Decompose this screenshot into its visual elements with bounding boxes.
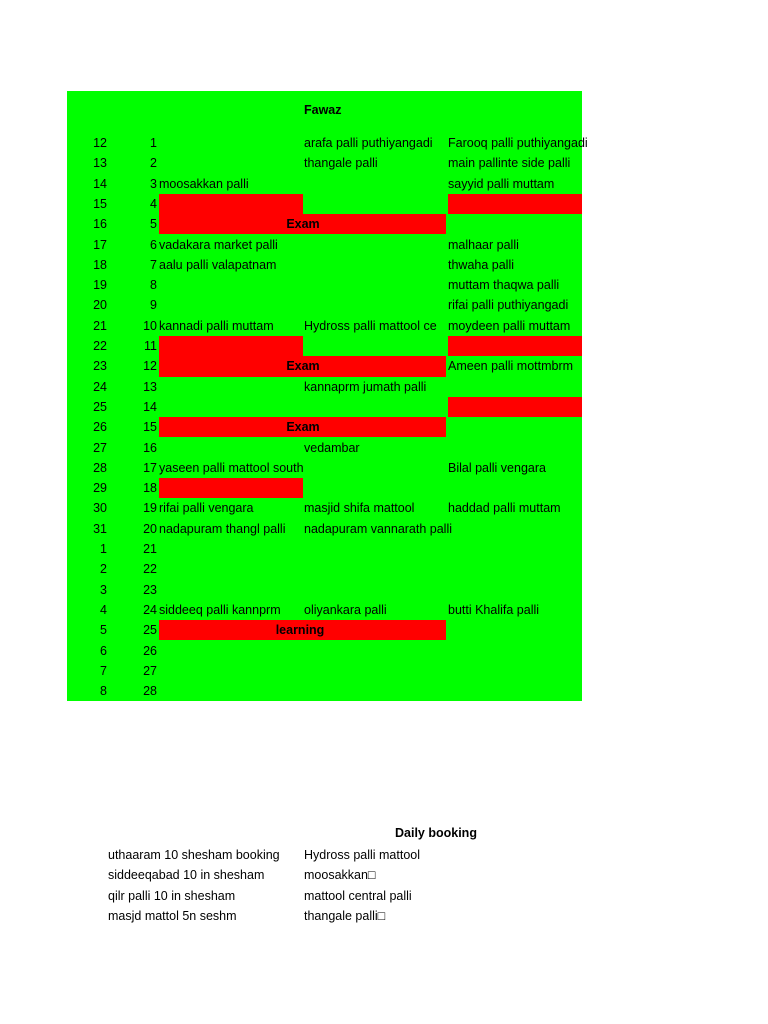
day-cell: 4 [100, 602, 107, 617]
table-row [67, 153, 767, 173]
number-cell: 21 [143, 542, 157, 556]
highlight-block [448, 397, 582, 417]
merged-label: learning [275, 623, 325, 638]
booking-right: thangale palli□ [304, 908, 386, 923]
number-cell: 15 [143, 420, 157, 435]
table-row [67, 377, 767, 397]
place-cell-1: moosakkan palli [159, 176, 249, 191]
table-row [67, 641, 767, 661]
day-cell: 27 [93, 440, 107, 455]
place-cell-3: muttam thaqwa palli [448, 278, 560, 293]
place-cell-1: aalu palli valapatnam [159, 257, 277, 272]
booking-right: mattool central palli [304, 888, 412, 903]
table-row [67, 174, 767, 194]
list-item [108, 865, 728, 885]
place-cell-2: Hydross palli mattool ce [304, 318, 437, 333]
booking-left: masjd mattol 5n seshm [108, 908, 237, 923]
number-cell: 7 [150, 257, 157, 272]
merged-label: Exam [286, 359, 320, 374]
daily-booking-title: Daily booking [395, 826, 477, 840]
place-cell-3: sayyid palli muttam [448, 176, 555, 191]
highlight-block [159, 194, 303, 214]
number-cell: 28 [143, 684, 157, 699]
day-cell: 19 [93, 278, 107, 293]
day-cell: 7 [100, 663, 107, 678]
number-cell: 8 [150, 278, 157, 293]
place-cell-3: rifai palli puthiyangadi [448, 298, 569, 313]
day-cell: 26 [93, 420, 107, 435]
number-cell: 24 [143, 602, 157, 617]
place-cell-3: moydeen palli muttam [448, 318, 571, 333]
table-row [67, 620, 767, 640]
day-cell: 23 [93, 359, 107, 374]
table-row [67, 214, 767, 234]
booking-left: qilr palli 10 in shesham [108, 888, 236, 903]
table-row [67, 194, 767, 214]
number-cell: 17 [143, 460, 157, 475]
highlight-block [448, 194, 582, 214]
day-cell: 17 [93, 237, 107, 252]
number-cell: 4 [150, 196, 157, 211]
number-cell: 20 [143, 521, 157, 536]
list-item [108, 906, 728, 926]
number-cell: 19 [143, 501, 157, 516]
number-cell: 26 [143, 643, 157, 658]
place-cell-1: rifai palli vengara [159, 501, 254, 516]
table-row [67, 275, 767, 295]
number-cell: 25 [143, 623, 157, 638]
place-cell-2: arafa palli puthiyangadi [304, 136, 433, 150]
day-cell: 21 [93, 318, 107, 333]
place-cell-3: Farooq palli puthiyangadi [448, 136, 588, 150]
highlight-block [159, 478, 303, 498]
day-cell: 5 [100, 623, 107, 638]
number-cell: 23 [143, 582, 157, 597]
place-cell-3: main pallinte side palli [448, 156, 571, 171]
place-cell-3: haddad palli muttam [448, 501, 561, 516]
table-row [67, 559, 767, 579]
merged-label: Exam [286, 420, 320, 435]
day-cell: 14 [93, 176, 107, 191]
day-cell: 1 [100, 542, 107, 556]
place-cell-2: oliyankara palli [304, 602, 387, 617]
place-cell-1: nadapuram thangl palli [159, 521, 286, 536]
highlight-block [448, 336, 582, 356]
number-cell: 13 [143, 379, 157, 394]
number-cell: 11 [144, 339, 157, 353]
booking-left: siddeeqabad 10 in shesham [108, 868, 265, 883]
table-row [67, 438, 767, 458]
table-row [67, 478, 767, 498]
table-row [67, 295, 767, 315]
day-cell: 22 [93, 339, 107, 353]
day-cell: 12 [93, 136, 107, 150]
day-cell: 13 [93, 156, 107, 171]
day-cell: 16 [93, 217, 107, 232]
merged-label: Exam [286, 217, 320, 232]
place-cell-2: kannaprm jumath palli [304, 379, 427, 394]
place-cell-2: nadapuram vannarath palli [304, 521, 453, 536]
booking-left: uthaaram 10 shesham booking [108, 848, 280, 862]
table-row [67, 336, 767, 356]
place-cell-1: yaseen palli mattool south [159, 460, 304, 475]
table-row [67, 255, 767, 275]
place-cell-3: thwaha palli [448, 257, 515, 272]
place-cell-3: Ameen palli mottmbrm [448, 359, 574, 374]
day-cell: 18 [93, 257, 107, 272]
number-cell: 16 [143, 440, 157, 455]
number-cell: 12 [143, 359, 157, 374]
number-cell: 6 [150, 237, 157, 252]
booking-right: moosakkan□ [304, 868, 376, 883]
sheet-title: Fawaz [304, 103, 342, 117]
place-cell-3: malhaar palli [448, 237, 519, 252]
place-cell-1: vadakara market palli [159, 237, 278, 252]
table-row [67, 580, 767, 600]
table-row [67, 539, 767, 559]
place-cell-3: Bilal palli vengara [448, 460, 546, 475]
table-row [67, 681, 767, 701]
table-row [67, 316, 767, 336]
number-cell: 18 [143, 481, 157, 496]
table-row [67, 235, 767, 255]
list-item [108, 886, 728, 906]
booking-right: Hydross palli mattool [304, 848, 421, 862]
place-cell-2: vedambar [304, 440, 360, 455]
day-cell: 15 [93, 196, 107, 211]
day-cell: 31 [93, 521, 107, 536]
day-cell: 8 [100, 684, 107, 699]
table-row [67, 498, 767, 518]
number-cell: 9 [150, 298, 157, 313]
table-row [67, 417, 767, 437]
table-row [67, 661, 767, 681]
highlight-block [159, 336, 303, 356]
day-cell: 6 [100, 643, 107, 658]
number-cell: 27 [143, 663, 157, 678]
day-cell: 29 [93, 481, 107, 496]
day-cell: 24 [93, 379, 107, 394]
day-cell: 28 [93, 460, 107, 475]
table-row [67, 356, 767, 376]
place-cell-2: thangale palli [304, 156, 378, 171]
place-cell-2: masjid shifa mattool [304, 501, 415, 516]
day-cell: 2 [100, 562, 107, 577]
number-cell: 3 [150, 176, 157, 191]
number-cell: 5 [150, 217, 157, 232]
place-cell-1: siddeeq palli kannprm [159, 602, 281, 617]
place-cell-1: kannadi palli muttam [159, 318, 274, 333]
day-cell: 20 [93, 298, 107, 313]
number-cell: 2 [150, 156, 157, 171]
table-row [67, 133, 767, 153]
day-cell: 25 [93, 399, 107, 414]
day-cell: 3 [100, 582, 107, 597]
table-row [67, 397, 767, 417]
list-item [108, 845, 728, 865]
table-row [67, 519, 767, 539]
day-cell: 30 [93, 501, 107, 516]
number-cell: 10 [143, 318, 157, 333]
number-cell: 22 [143, 562, 157, 577]
table-row [67, 458, 767, 478]
number-cell: 1 [150, 136, 157, 150]
table-row [67, 600, 767, 620]
place-cell-3: butti Khalifa palli [448, 602, 540, 617]
number-cell: 14 [143, 399, 157, 414]
